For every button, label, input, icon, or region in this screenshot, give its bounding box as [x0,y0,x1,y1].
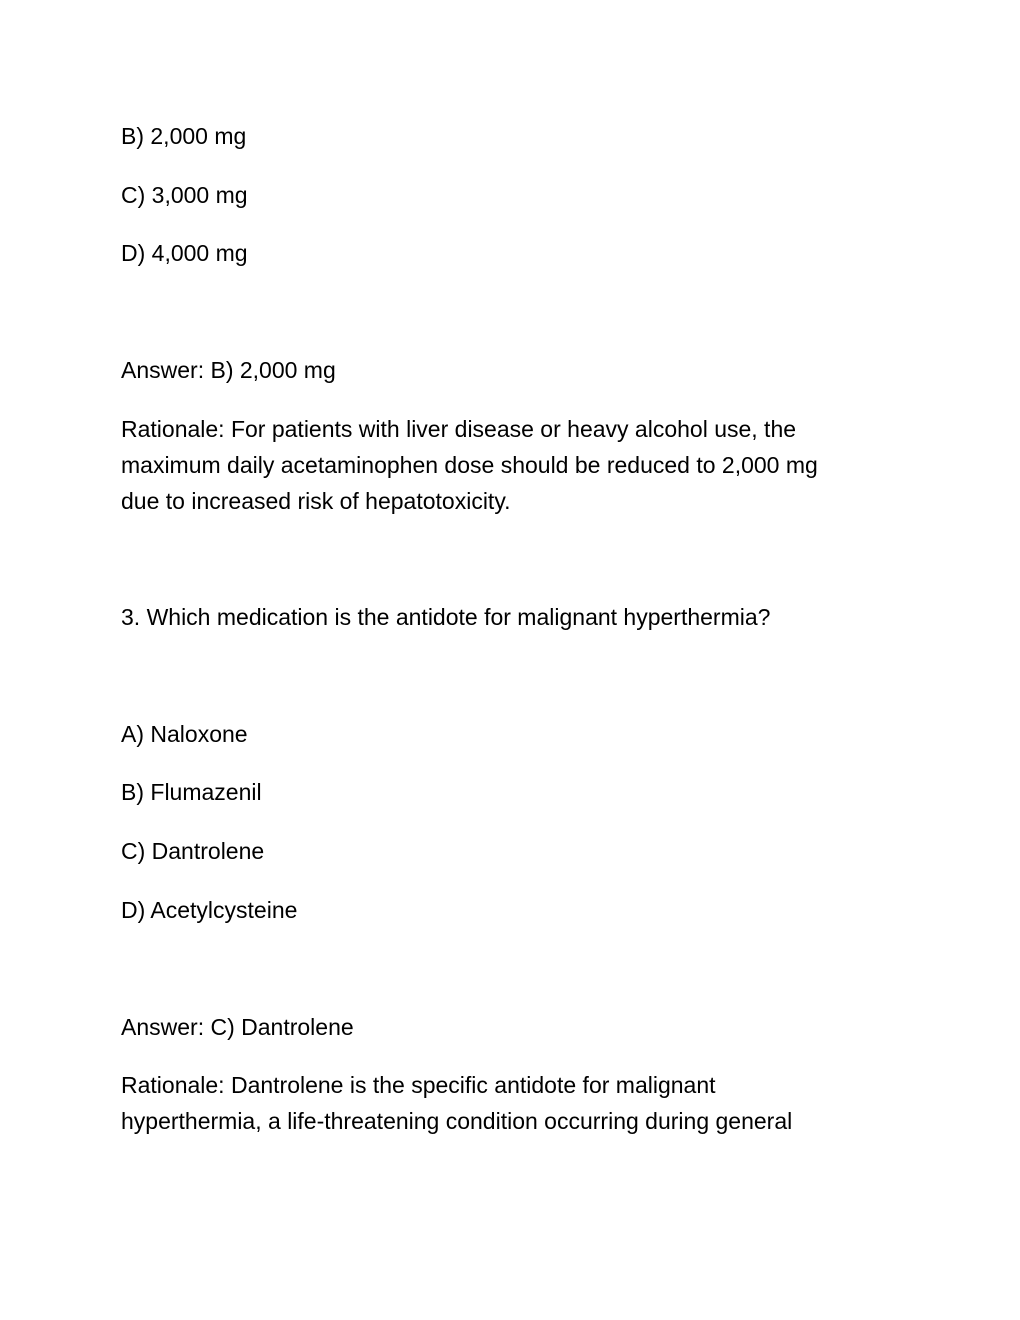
q3-option-d: D) Acetylcysteine [121,897,298,923]
q3-option-c: C) Dantrolene [121,838,265,864]
q2-option-c: C) 3,000 mg [121,182,248,208]
q3-option-b: B) Flumazenil [121,779,262,805]
q3-rationale [121,1067,891,1139]
q2-rationale-line-3: due to increased risk of hepatotoxicity. [121,488,511,514]
q3-option-a: A) Naloxone [121,721,248,747]
q2-option-d: D) 4,000 mg [121,240,248,266]
q2-answer: Answer: B) 2,000 mg [121,357,336,383]
q2-option-b: B) 2,000 mg [121,123,247,149]
q2-rationale [121,411,891,519]
q3-rationale-line-2: hyperthermia, a life-threatening condition occurring during general [121,1108,793,1134]
q3-question: 3. Which medication is the antidote for malignant hyperthermia? [121,604,771,630]
q3-answer: Answer: C) Dantrolene [121,1014,354,1040]
q2-rationale-line-1: Rationale: For patients with liver disease or heavy alcohol use, the [121,416,797,442]
q2-rationale-line-2: maximum daily acetaminophen dose should be reduced to 2,000 mg [121,452,818,478]
q3-rationale-line-1: Rationale: Dantrolene is the specific antidote for malignant [121,1072,716,1098]
